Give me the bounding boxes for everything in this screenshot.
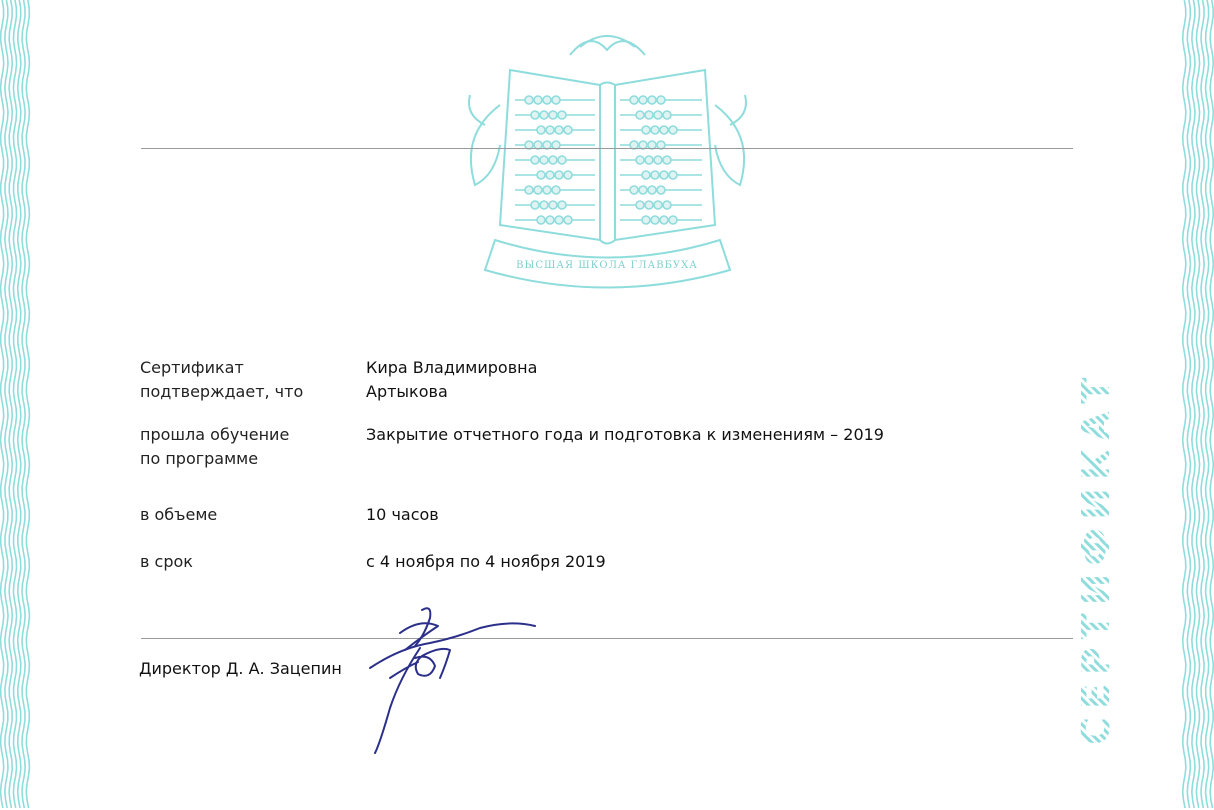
certifies-label-line1: Сертификат [140, 358, 244, 377]
recipient-name-line2: Артыкова [366, 382, 448, 401]
bottom-divider [141, 638, 1073, 639]
term-value: с 4 ноября по 4 ноября 2019 [366, 552, 606, 571]
svg-text:СЕРТИФИКАТ: СЕРТИФИКАТ [1074, 369, 1118, 745]
certificate-vertical-title [1074, 45, 1118, 745]
program-value: Закрытие отчетного года и подготовка к изменениям – 2019 [366, 425, 884, 444]
certifies-label-line2: подтверждает, что [140, 382, 304, 401]
director-name: Директор Д. А. Зацепин [139, 659, 342, 678]
volume-label: в объеме [140, 505, 218, 524]
program-label-line2: по программе [140, 449, 259, 468]
recipient-name-line1: Кира Владимировна [366, 358, 538, 377]
program-label-line1: прошла обучение [140, 425, 290, 444]
volume-value: 10 часов [366, 505, 439, 524]
handwritten-signature [360, 598, 545, 763]
left-wave-border [0, 0, 30, 810]
abacus-book-emblem-icon [440, 25, 775, 295]
right-wave-border [1182, 0, 1214, 810]
top-divider [141, 148, 1073, 149]
term-label: в срок [140, 552, 193, 571]
emblem-ribbon-text: ВЫСШАЯ ШКОЛА ГЛАВБУХА [516, 260, 698, 271]
